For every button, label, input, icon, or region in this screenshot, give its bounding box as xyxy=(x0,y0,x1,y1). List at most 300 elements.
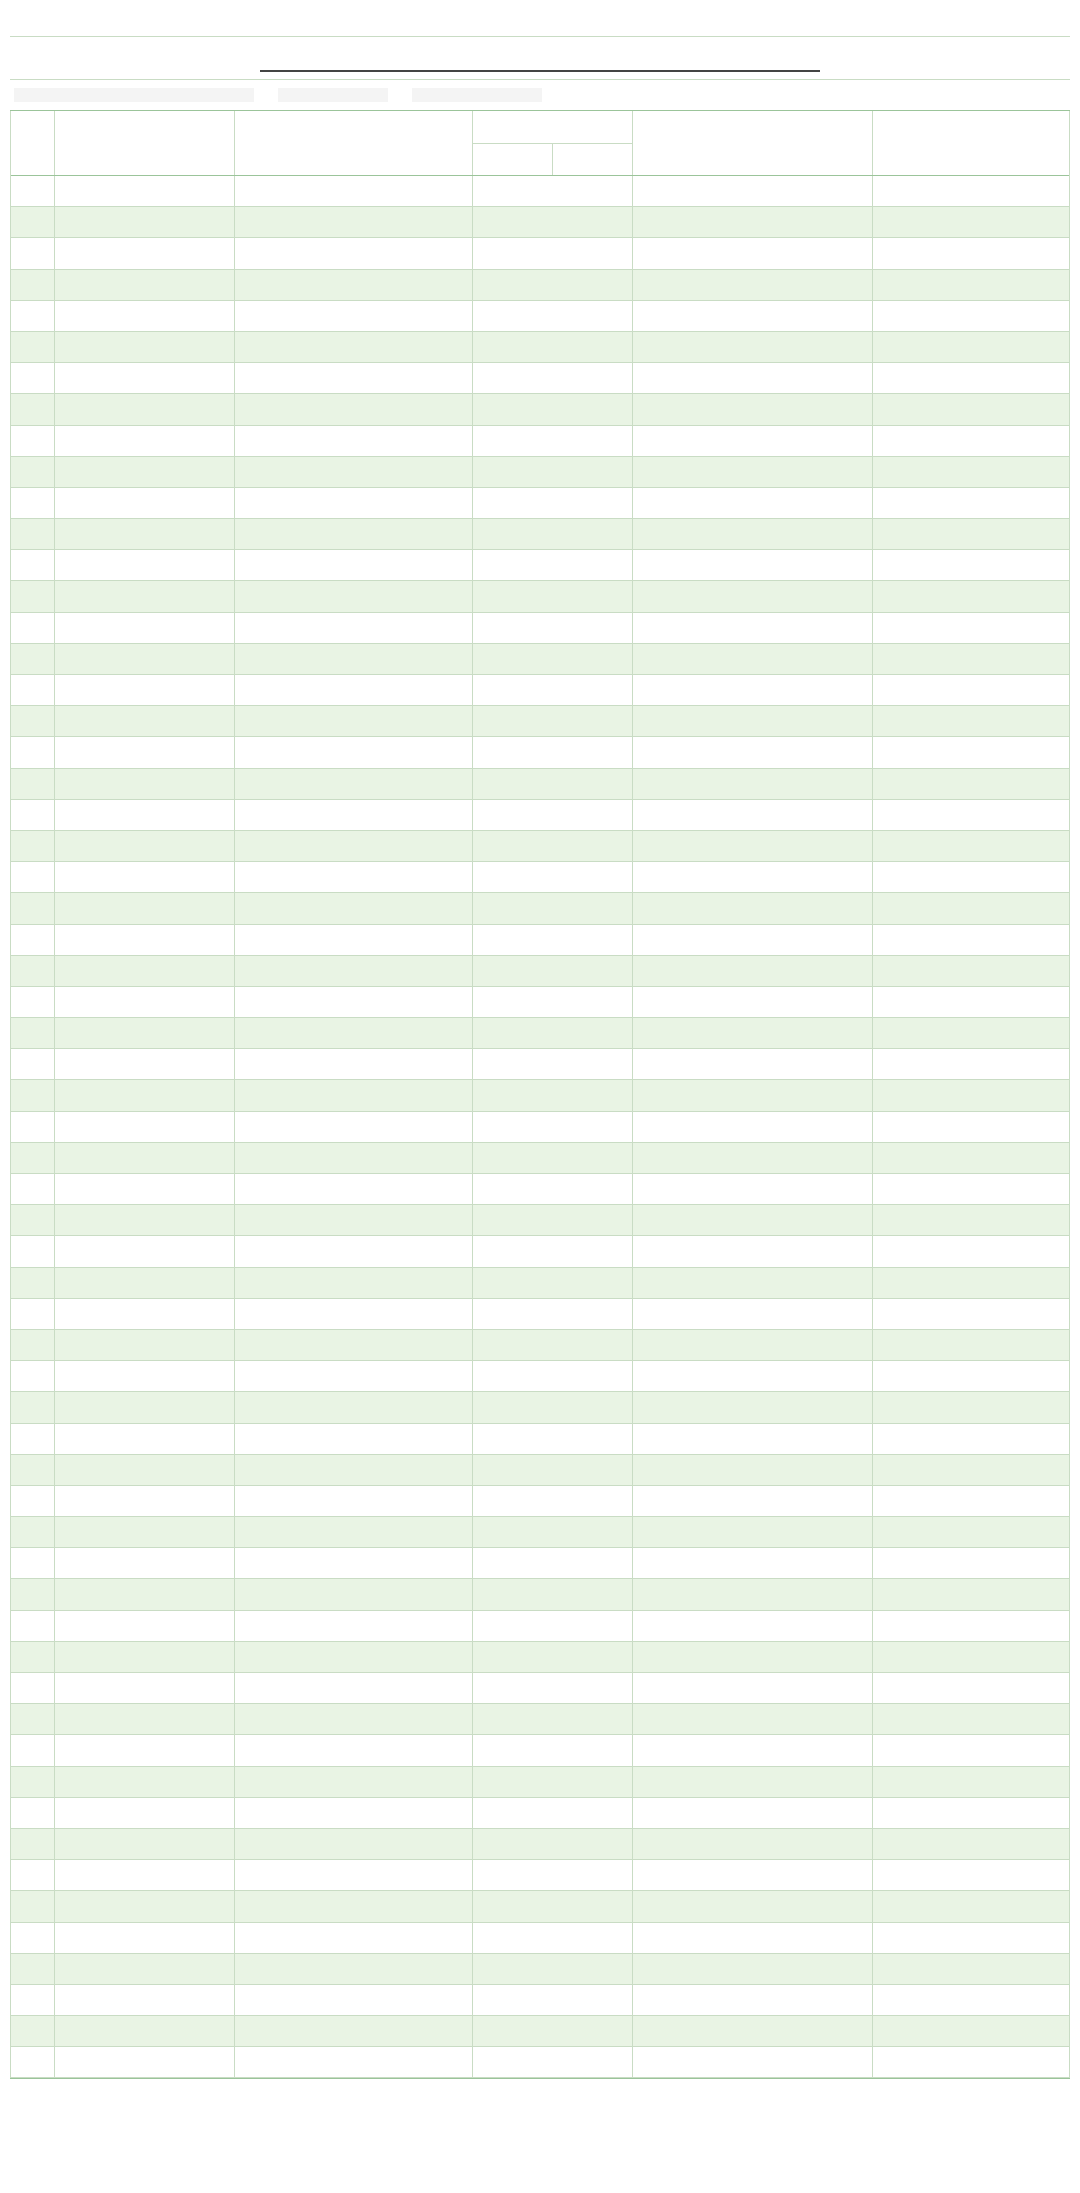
table-cell xyxy=(633,1080,873,1110)
table-row xyxy=(11,238,1069,269)
table-cell xyxy=(11,1080,55,1110)
table-cell xyxy=(235,1268,473,1298)
table-cell xyxy=(473,1923,633,1953)
table-cell xyxy=(873,550,1069,580)
table-cell xyxy=(633,488,873,518)
table-row xyxy=(11,1268,1069,1299)
table-cell xyxy=(55,893,235,923)
table-cell xyxy=(235,1018,473,1048)
table-cell xyxy=(473,1735,633,1765)
table-cell xyxy=(11,1143,55,1173)
table-cell xyxy=(873,1080,1069,1110)
table-cell xyxy=(633,1829,873,1859)
table-cell xyxy=(633,1642,873,1672)
table-row xyxy=(11,1236,1069,1267)
table-cell xyxy=(11,1611,55,1641)
table-cell xyxy=(235,706,473,736)
table-cell xyxy=(873,332,1069,362)
position-table xyxy=(10,111,1070,2078)
table-cell xyxy=(55,1174,235,1204)
table-cell xyxy=(11,956,55,986)
table-cell xyxy=(55,769,235,799)
table-cell xyxy=(55,363,235,393)
table-cell xyxy=(873,1330,1069,1360)
table-row xyxy=(11,925,1069,956)
contact-phone-slot xyxy=(412,88,542,102)
footnote-slot xyxy=(10,2078,1070,2105)
table-cell xyxy=(55,1236,235,1266)
table-cell xyxy=(633,831,873,861)
table-cell xyxy=(633,769,873,799)
table-header xyxy=(11,111,1069,176)
table-row xyxy=(11,613,1069,644)
table-cell xyxy=(633,1205,873,1235)
table-cell xyxy=(873,831,1069,861)
table-row xyxy=(11,457,1069,488)
table-cell xyxy=(633,1517,873,1547)
table-cell xyxy=(633,1860,873,1890)
table-cell xyxy=(55,956,235,986)
table-row xyxy=(11,1330,1069,1361)
table-row xyxy=(11,644,1069,675)
table-cell xyxy=(473,613,633,643)
table-cell xyxy=(11,1704,55,1734)
table-cell xyxy=(873,800,1069,830)
table-cell xyxy=(873,1735,1069,1765)
table-row xyxy=(11,893,1069,924)
table-cell xyxy=(11,675,55,705)
table-cell xyxy=(633,1767,873,1797)
table-row xyxy=(11,737,1069,768)
table-cell xyxy=(873,1486,1069,1516)
table-row xyxy=(11,1735,1069,1766)
table-row xyxy=(11,956,1069,987)
table-cell xyxy=(473,1985,633,2015)
table-cell xyxy=(873,1642,1069,1672)
table-row xyxy=(11,363,1069,394)
table-cell xyxy=(633,1174,873,1204)
table-cell xyxy=(473,394,633,424)
table-cell xyxy=(11,1829,55,1859)
table-cell xyxy=(11,1642,55,1672)
table-cell xyxy=(473,1018,633,1048)
table-cell xyxy=(873,1548,1069,1578)
table-cell xyxy=(11,1673,55,1703)
table-cell xyxy=(633,893,873,923)
table-cell xyxy=(633,581,873,611)
form-info-row xyxy=(10,80,1070,111)
table-cell xyxy=(55,1579,235,1609)
table-cell xyxy=(235,394,473,424)
table-cell xyxy=(235,1143,473,1173)
table-cell xyxy=(235,893,473,923)
table-cell xyxy=(473,769,633,799)
table-cell xyxy=(633,1143,873,1173)
table-cell xyxy=(473,1798,633,1828)
table-cell xyxy=(873,488,1069,518)
table-cell xyxy=(873,2047,1069,2077)
table-cell xyxy=(235,332,473,362)
table-row xyxy=(11,675,1069,706)
table-cell xyxy=(11,332,55,362)
table-cell xyxy=(473,987,633,1017)
table-cell xyxy=(235,1767,473,1797)
table-cell xyxy=(873,363,1069,393)
table-cell xyxy=(873,1611,1069,1641)
table-cell xyxy=(235,488,473,518)
table-cell xyxy=(11,1361,55,1391)
table-row xyxy=(11,1673,1069,1704)
table-cell xyxy=(235,862,473,892)
table-cell xyxy=(235,457,473,487)
table-cell xyxy=(873,1579,1069,1609)
table-cell xyxy=(873,1767,1069,1797)
table-cell xyxy=(473,332,633,362)
table-cell xyxy=(235,519,473,549)
table-body xyxy=(11,176,1069,2078)
table-cell xyxy=(873,1424,1069,1454)
table-cell xyxy=(473,1673,633,1703)
table-cell xyxy=(473,1704,633,1734)
table-row xyxy=(11,488,1069,519)
table-cell xyxy=(633,1954,873,1984)
table-cell xyxy=(55,1798,235,1828)
table-cell xyxy=(55,862,235,892)
table-cell xyxy=(235,1798,473,1828)
table-cell xyxy=(633,1424,873,1454)
table-row xyxy=(11,394,1069,425)
table-cell xyxy=(633,737,873,767)
table-cell xyxy=(11,1330,55,1360)
contact-person-slot xyxy=(278,88,388,102)
table-cell xyxy=(473,1767,633,1797)
table-cell xyxy=(633,1611,873,1641)
table-cell xyxy=(473,426,633,456)
table-cell xyxy=(873,1517,1069,1547)
table-cell xyxy=(873,1829,1069,1859)
table-cell xyxy=(633,1361,873,1391)
table-cell xyxy=(11,1455,55,1485)
table-cell xyxy=(55,1642,235,1672)
table-cell xyxy=(473,925,633,955)
table-cell xyxy=(473,1517,633,1547)
table-cell xyxy=(235,1174,473,1204)
table-row xyxy=(11,426,1069,457)
table-cell xyxy=(235,925,473,955)
table-cell xyxy=(55,2016,235,2046)
table-cell xyxy=(11,1299,55,1329)
table-row xyxy=(11,1611,1069,1642)
table-row xyxy=(11,1579,1069,1610)
table-cell xyxy=(873,519,1069,549)
table-cell xyxy=(11,613,55,643)
table-cell xyxy=(235,2047,473,2077)
table-cell xyxy=(235,301,473,331)
table-cell xyxy=(873,1049,1069,1079)
table-cell xyxy=(473,1642,633,1672)
table-cell xyxy=(633,1049,873,1079)
table-cell xyxy=(873,1673,1069,1703)
table-cell xyxy=(11,1860,55,1890)
table-cell xyxy=(55,1049,235,1079)
header-cell xyxy=(473,111,632,144)
table-cell xyxy=(11,1735,55,1765)
table-cell xyxy=(473,706,633,736)
table-cell xyxy=(55,519,235,549)
table-cell xyxy=(55,987,235,1017)
table-cell xyxy=(633,332,873,362)
table-cell xyxy=(235,581,473,611)
table-row xyxy=(11,1486,1069,1517)
table-row xyxy=(11,1205,1069,1236)
table-cell xyxy=(633,613,873,643)
table-cell xyxy=(55,1424,235,1454)
table-cell xyxy=(473,176,633,206)
table-cell xyxy=(873,176,1069,206)
table-cell xyxy=(633,1548,873,1578)
table-cell xyxy=(633,1735,873,1765)
table-cell xyxy=(11,363,55,393)
table-row xyxy=(11,1798,1069,1829)
table-cell xyxy=(235,1923,473,1953)
table-cell xyxy=(235,1954,473,1984)
table-cell xyxy=(235,1579,473,1609)
table-cell xyxy=(473,1080,633,1110)
table-cell xyxy=(873,987,1069,1017)
table-cell xyxy=(235,1080,473,1110)
table-cell xyxy=(633,925,873,955)
table-cell xyxy=(235,956,473,986)
table-row xyxy=(11,862,1069,893)
table-cell xyxy=(55,1018,235,1048)
table-cell xyxy=(235,1860,473,1890)
table-cell xyxy=(873,706,1069,736)
table-cell xyxy=(473,1954,633,1984)
table-cell xyxy=(633,2016,873,2046)
table-cell xyxy=(55,644,235,674)
table-cell xyxy=(235,737,473,767)
table-cell xyxy=(11,394,55,424)
table-cell xyxy=(633,1330,873,1360)
table-cell xyxy=(11,769,55,799)
table-cell xyxy=(11,1517,55,1547)
table-cell xyxy=(473,1891,633,1921)
table-cell xyxy=(473,675,633,705)
table-row xyxy=(11,800,1069,831)
table-cell xyxy=(633,1299,873,1329)
table-cell xyxy=(11,1985,55,2015)
table-cell xyxy=(633,176,873,206)
header-cell xyxy=(11,111,55,175)
table-cell xyxy=(633,2047,873,2077)
table-cell xyxy=(235,1361,473,1391)
table-row xyxy=(11,1517,1069,1548)
table-cell xyxy=(11,581,55,611)
table-cell xyxy=(11,831,55,861)
table-cell xyxy=(473,1548,633,1578)
table-cell xyxy=(873,1299,1069,1329)
table-cell xyxy=(55,1954,235,1984)
table-cell xyxy=(633,644,873,674)
table-cell xyxy=(235,1735,473,1765)
table-cell xyxy=(11,800,55,830)
table-cell xyxy=(633,1798,873,1828)
table-cell xyxy=(55,1735,235,1765)
table-cell xyxy=(473,270,633,300)
table-cell xyxy=(235,1611,473,1641)
table-cell xyxy=(633,1486,873,1516)
table-row xyxy=(11,519,1069,550)
table-cell xyxy=(633,862,873,892)
table-row xyxy=(11,1080,1069,1111)
table-cell xyxy=(11,1049,55,1079)
table-cell xyxy=(235,1517,473,1547)
table-row xyxy=(11,987,1069,1018)
table-cell xyxy=(11,893,55,923)
table-cell xyxy=(633,426,873,456)
table-cell xyxy=(473,1579,633,1609)
table-cell xyxy=(235,270,473,300)
table-cell xyxy=(11,1579,55,1609)
table-cell xyxy=(55,1143,235,1173)
table-cell xyxy=(633,1455,873,1485)
table-cell xyxy=(11,270,55,300)
table-row xyxy=(11,581,1069,612)
table-cell xyxy=(55,1767,235,1797)
table-cell xyxy=(11,457,55,487)
table-cell xyxy=(633,270,873,300)
table-cell xyxy=(633,207,873,237)
table-cell xyxy=(633,1236,873,1266)
table-cell xyxy=(11,426,55,456)
table-row xyxy=(11,1923,1069,1954)
table-cell xyxy=(55,1860,235,1890)
table-cell xyxy=(235,1112,473,1142)
table-row xyxy=(11,207,1069,238)
table-row xyxy=(11,301,1069,332)
table-cell xyxy=(235,2016,473,2046)
table-cell xyxy=(235,1548,473,1578)
table-cell xyxy=(11,1112,55,1142)
table-cell xyxy=(873,893,1069,923)
table-row xyxy=(11,2016,1069,2047)
table-cell xyxy=(873,956,1069,986)
table-cell xyxy=(873,1112,1069,1142)
table-row xyxy=(11,1829,1069,1860)
table-cell xyxy=(633,1891,873,1921)
table-cell xyxy=(11,1205,55,1235)
table-cell xyxy=(55,1112,235,1142)
table-cell xyxy=(55,332,235,362)
table-cell xyxy=(473,488,633,518)
table-cell xyxy=(55,1392,235,1422)
table-cell xyxy=(473,1486,633,1516)
table-row xyxy=(11,1954,1069,1985)
attachment-label-slot xyxy=(10,10,1070,37)
table-cell xyxy=(55,1486,235,1516)
table-cell xyxy=(55,457,235,487)
table-cell xyxy=(873,737,1069,767)
table-cell xyxy=(473,1424,633,1454)
table-cell xyxy=(873,394,1069,424)
table-cell xyxy=(235,1299,473,1329)
table-cell xyxy=(11,1798,55,1828)
table-cell xyxy=(11,1268,55,1298)
table-cell xyxy=(473,238,633,268)
table-row xyxy=(11,2047,1069,2078)
table-cell xyxy=(55,675,235,705)
table-cell xyxy=(473,207,633,237)
header-cell xyxy=(55,111,235,175)
table-row xyxy=(11,1143,1069,1174)
table-cell xyxy=(235,1891,473,1921)
table-cell xyxy=(473,1392,633,1422)
table-cell xyxy=(473,644,633,674)
table-cell xyxy=(873,457,1069,487)
table-cell xyxy=(235,363,473,393)
table-cell xyxy=(633,1704,873,1734)
table-cell xyxy=(55,488,235,518)
table-cell xyxy=(633,550,873,580)
table-cell xyxy=(473,1829,633,1859)
table-cell xyxy=(11,2016,55,2046)
table-row xyxy=(11,831,1069,862)
table-cell xyxy=(55,1985,235,2015)
table-cell xyxy=(633,1392,873,1422)
table-cell xyxy=(473,301,633,331)
table-cell xyxy=(873,613,1069,643)
table-cell xyxy=(633,363,873,393)
table-cell xyxy=(873,1205,1069,1235)
table-cell xyxy=(235,987,473,1017)
table-cell xyxy=(11,1954,55,1984)
table-cell xyxy=(873,301,1069,331)
table-cell xyxy=(873,581,1069,611)
table-cell xyxy=(55,1455,235,1485)
table-cell xyxy=(873,925,1069,955)
table-row xyxy=(11,1860,1069,1891)
table-cell xyxy=(873,1018,1069,1048)
table-cell xyxy=(11,2047,55,2077)
table-cell xyxy=(633,1579,873,1609)
table-cell xyxy=(473,1330,633,1360)
table-cell xyxy=(55,426,235,456)
table-cell xyxy=(633,457,873,487)
table-row xyxy=(11,1891,1069,1922)
table-row xyxy=(11,1985,1069,2016)
table-cell xyxy=(11,1486,55,1516)
header-cell xyxy=(235,111,473,175)
table-cell xyxy=(55,581,235,611)
table-cell xyxy=(633,800,873,830)
table-cell xyxy=(235,1486,473,1516)
table-cell xyxy=(473,1049,633,1079)
table-cell xyxy=(873,426,1069,456)
table-row xyxy=(11,550,1069,581)
table-cell xyxy=(873,1361,1069,1391)
table-cell xyxy=(11,862,55,892)
table-cell xyxy=(55,2047,235,2077)
table-cell xyxy=(55,238,235,268)
table-cell xyxy=(55,301,235,331)
table-cell xyxy=(473,1143,633,1173)
table-cell xyxy=(873,238,1069,268)
table-cell xyxy=(11,706,55,736)
table-row xyxy=(11,1299,1069,1330)
table-row xyxy=(11,1767,1069,1798)
table-cell xyxy=(11,238,55,268)
table-cell xyxy=(473,893,633,923)
